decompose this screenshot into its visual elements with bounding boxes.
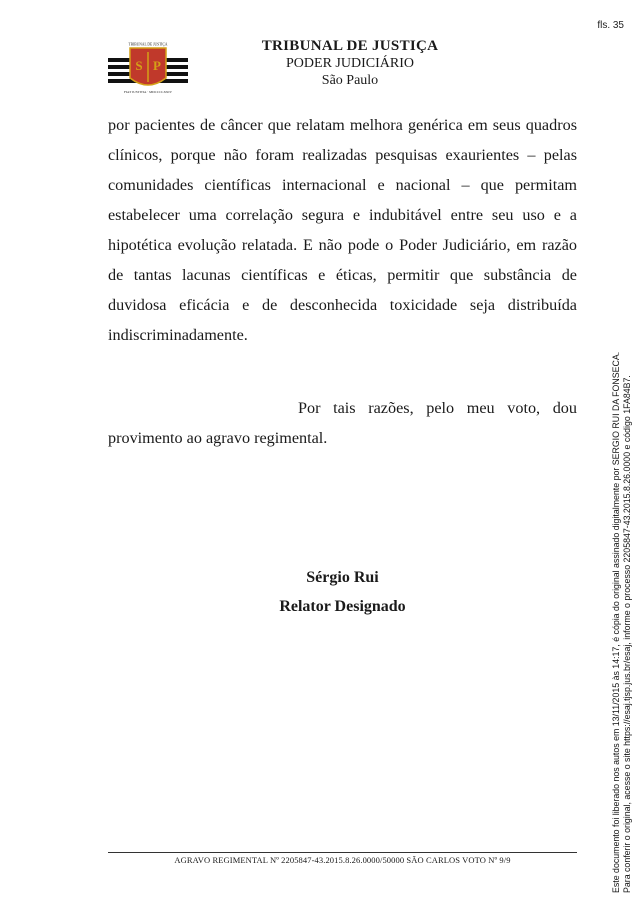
signature-block [108,563,577,621]
signature-role: Relator Designado [279,598,406,615]
signature-name: Sérgio Rui [306,569,379,586]
court-header [230,38,470,89]
side-authentication-note [611,303,633,893]
crest-top-text: TRIBUNAL DE JUSTIÇA [128,42,168,47]
body-paragraph-2: Por tais razões, pelo meu voto, dou provimento ao agravo regimental. [108,399,577,447]
body-paragraph-1: por pacientes de câncer que relatam melhora genérica em seus quadros clínicos, porque não foram realizadas pesquisas exaurientes – pelas comunidades científicas internacional e nacional – que permitam estabelecer uma correlação segura e indubitável entre seu uso e a hipotética evolução relatada. E não pode o Poder Judiciário, em razão de tantas lacunas científicas e éticas, permitir que substância de duvidosa eficácia e de desconhecida toxicidade seja distribuída indiscriminadamente. [108,116,577,344]
court-title: TRIBUNAL DE JUSTIÇA [261,38,439,54]
crest-letter-left: S [135,58,143,73]
page-number: fls. 35 [597,20,624,31]
court-location: São Paulo [321,73,379,88]
footer-text: AGRAVO REGIMENTAL Nº 2205847-43.2015.8.26.0000/50000 SÃO CARLOS VOTO Nº 9/9 [174,855,511,865]
crest-letter-right: P [153,58,161,73]
court-subtitle: PODER JUDICIÁRIO [286,56,414,71]
coat-of-arms-icon [108,40,188,98]
footer-divider [108,852,577,853]
crest-bottom-text: FIAT JUSTITIA · MDCCCLXXIV [124,90,172,94]
side-note-line-1: Este documento foi liberado nos autos em 13/11/2015 às 14:17, é cópia do original assinado digitalmente por SERGIO RUI DA FONSECA. [611,351,621,893]
side-note-line-2: Para conferir o original, acesse o site https://esaj.tjsp.jus.br/esaj, informe o processo 2205847-43.2015.8.26.0000 e código 1FA84B7. [622,375,632,893]
